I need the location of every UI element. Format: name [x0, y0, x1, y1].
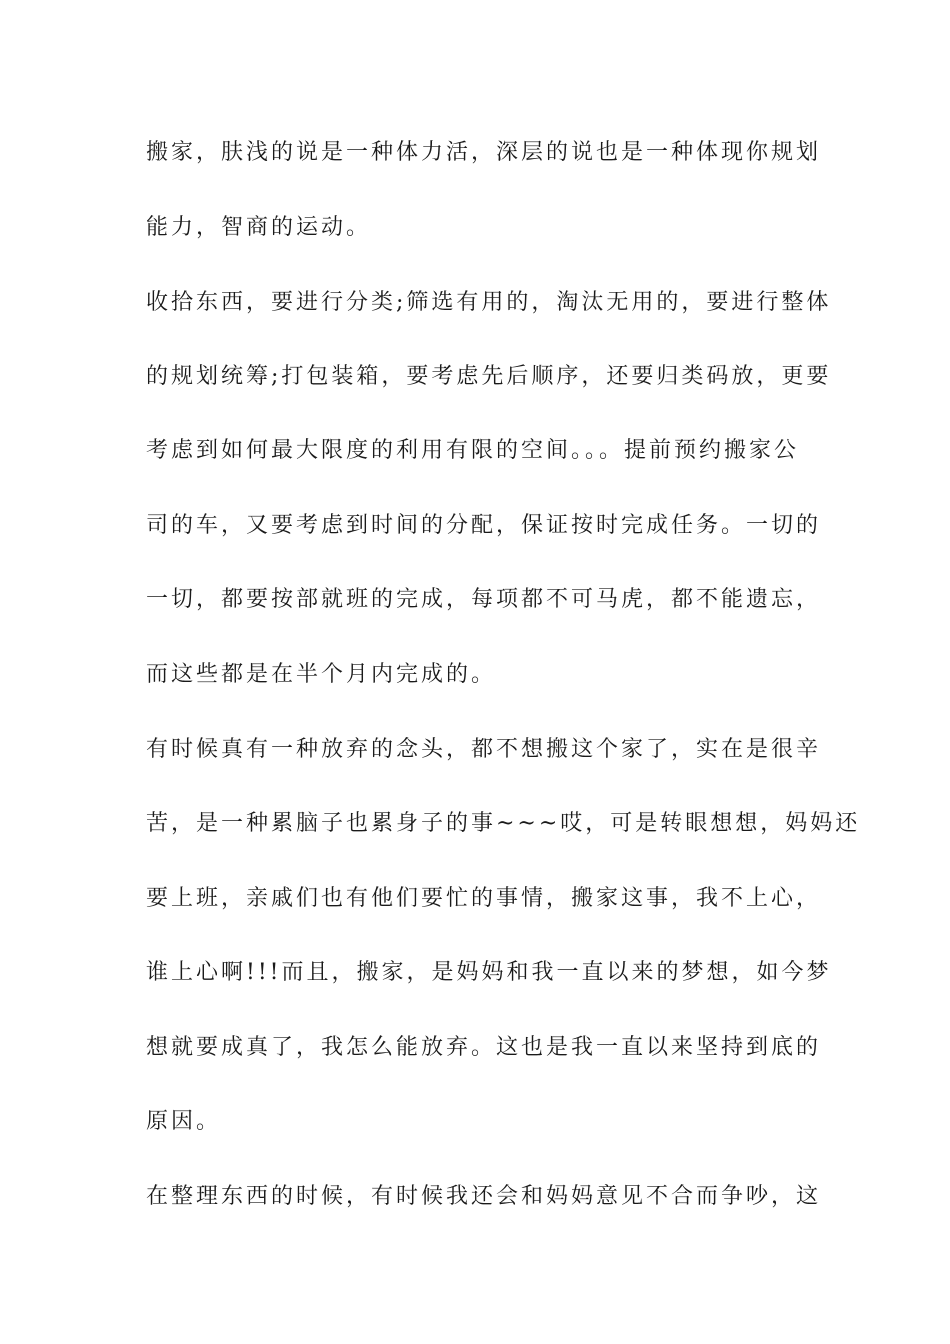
text-line-4: 的规划统筹;打包装箱，要考虑先后顺序，还要归类码放，更要 [146, 364, 832, 389]
text-line-15: 在整理东西的时候，有时候我还会和妈妈意见不合而争吵，这 [146, 1184, 822, 1209]
text-line-11: 要上班，亲戚们也有他们要忙的事情，搬家这事，我不上心， [146, 886, 822, 911]
text-line-9: 有时候真有一种放弃的念头，都不想搬这个家了，实在是很辛 [146, 737, 822, 762]
text-line-14: 原因。 [146, 1109, 222, 1134]
text-line-1: 搬家，肤浅的说是一种体力活，深层的说也是一种体现你规划 [146, 140, 822, 165]
text-line-13: 想就要成真了，我怎么能放弃。这也是我一直以来坚持到底的 [146, 1035, 822, 1060]
text-line-7: 一切，都要按部就班的完成，每项都不可马虎，都不能遗忘， [146, 587, 822, 612]
text-line-3: 收拾东西，要进行分类;筛选有用的，淘汰无用的，要进行整体 [146, 290, 832, 315]
text-line-6: 司的车，又要考虑到时间的分配，保证按时完成任务。一切的 [146, 513, 822, 538]
text-line-2: 能力，智商的运动。 [146, 215, 372, 240]
text-line-12: 谁上心啊!!!而且，搬家，是妈妈和我一直以来的梦想，如今梦 [146, 960, 832, 985]
text-line-10: 苦，是一种累脑子也累身子的事~~~哎，可是转眼想想，妈妈还 [146, 811, 861, 836]
text-line-8: 而这些都是在半个月内完成的。 [146, 662, 497, 687]
text-line-5: 考虑到如何最大限度的利用有限的空间。。。提前预约搬家公 [146, 438, 800, 463]
